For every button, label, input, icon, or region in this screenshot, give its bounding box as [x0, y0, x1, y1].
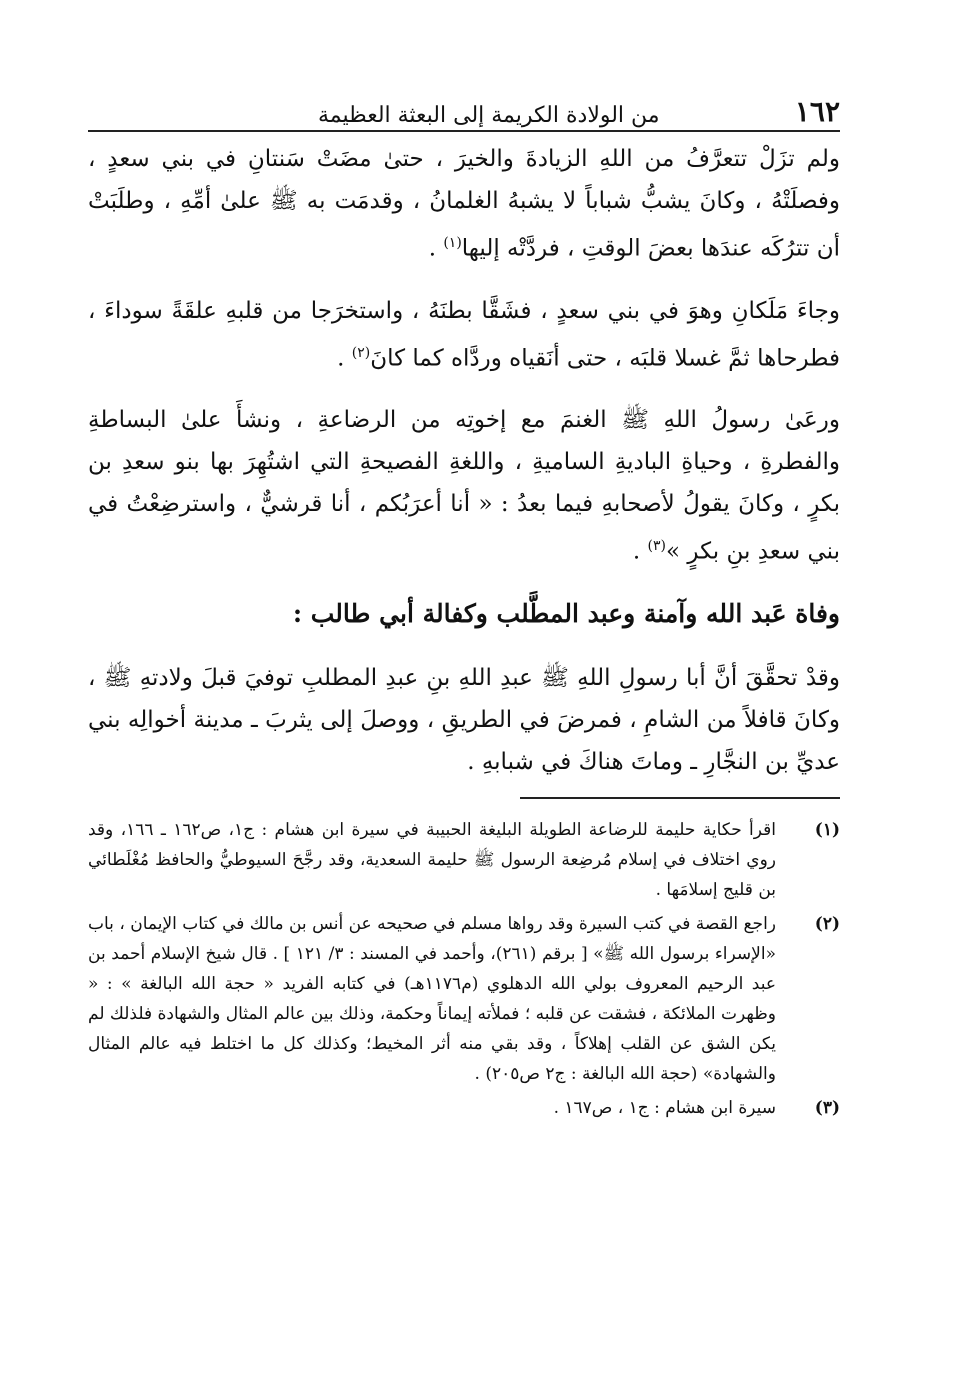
paragraph-2: وجاءَ مَلَكانِ وهوَ في بني سعدٍ ، فشَقَّا بطنَهُ ، واستخرَجا من قلبهِ علقَةً سوداءَ ، فطرحاها ثمَّ غسلا قلبَه ، حتى أنَقياه وردَّاه كما كانَ$^{(٢)}$ .: [88, 297, 840, 372]
section-paragraph: وقدْ تحقَّقَ أنَّ أبا رسولِ اللهِ ﷺ عبدِ اللهِ بنِ عبدِ المطلبِ توفيَ قبلَ ولادتهِ ﷺ ، وكانَ قافلاً من الشامِ ، فمرضَ في الطريقِ ، ووصلَ إلى يثربَ ـ مدينة أخوالِه بني عديِّ بن النجَّارِ ـ وماتَ هناكَ في شبابهِ .: [88, 664, 840, 775]
header-rule: [88, 130, 840, 132]
footnote-2: [88, 909, 840, 1089]
footnote-ref-2[interactable]: (٢): [351, 344, 371, 361]
page-header: [88, 80, 840, 128]
footnotes: [88, 815, 840, 1123]
footnote-divider: [520, 797, 840, 799]
footnote-text: راجع القصة في كتب السيرة وقد رواها مسلم في صحيحه عن أنس بن مالك في كتاب الإيمان ، باب «الإسراء برسول الله ﷺ» [ برقم (٢٦١)، وأحمد في المسند : ٣/ ١٢١ ] . قال شيخ الإسلام أحمد بن عبد الرحيم المعروف بولي الله الدهلوي (م١١٧٦هـ) في كتابه الفريد « حجة الله البالغة » : « وظهرت الملائكة ، فشقت عن قلبه ؛ فملأته إيماناً وحكمة، وذلك بين عالم المثال والشهادة فلذلك لم يكن الشق عن القلب إهلاكاً ، وقد بقي منه أثر المخيط؛ وكذلك كل ما اختلط فيه عالم المثال والشهادة» (حجة الله البالغة : ج٢ ص٢٠٥) .: [88, 913, 777, 1084]
section-heading: وفاة عَبد الله وآمنة وعبد المطَّلب وكفالة أبي طالب :: [292, 598, 840, 628]
footnote-number: (٢): [814, 913, 840, 934]
footnote-ref-3[interactable]: (٣): [647, 538, 667, 555]
running-title: من الولادة الكريمة إلى البعثة العظيمة: [318, 103, 660, 128]
footnote-text: اقرأ حكاية حليمة للرضاعة الطويلة البليغة الحبيبة في سيرة ابن هشام : ج١، ص١٦٢ ـ ١٦٦، وقد روي اختلاف في إسلام مُرضِعة الرسول ﷺ حليمة السعدية، وقد رجَّحَ السيوطيُّ والحافظ مُغْلَطائي بن قليج إسلامَها .: [88, 819, 777, 900]
footnote-text: سيرة ابن هشام : ج١ ، ص١٦٧ .: [553, 1097, 776, 1118]
paragraph-1: ولم تزَلْ تتعرَّفُ من اللهِ الزيادةَ والخيرَ ، حتىٰ مضَتْ سَنتانِ في بني سعدٍ ، وفصلَتْهُ ، وكانَ يشبُّ شباباً لا يشبهُ الغلمانُ ، وقدمَت به ﷺ علىٰ أمِّهِ ، وطلَبَتْ أن تترُكَه عندَها بعضَ الوقتِ ، فردَّتْه إليها$^{(١)}$ .: [88, 146, 840, 262]
footnote-number: (١): [814, 819, 840, 840]
main-text: [88, 138, 840, 783]
footnote-1: [88, 815, 840, 905]
footnote-3: [88, 1093, 840, 1123]
book-page: [88, 80, 840, 1127]
paragraph-3: ورعَىٰ رسولُ اللهِ ﷺ الغنمَ مع إخوتِه من الرضاعةِ ، ونشأَ علىٰ البساطةِ والفطرةِ ، وحياةِ الباديةِ الساميةِ ، واللغةِ الفصيحةِ التي اشتُهِرَ بها بنو سعدِ بن بكرٍ ، وكانَ يقولُ لأصحابهِ فيما بعدُ : « أنا أعرَبُكم ، أنا قرشيٌّ ، واسترضِعْتُ في بني سعدِ بنِ بكرٍ »$^{(٣)}$ .: [88, 407, 840, 565]
footnote-ref-1[interactable]: (١): [443, 235, 462, 251]
footnote-number: (٣): [814, 1097, 840, 1118]
page-number: ١٦٢: [794, 95, 840, 128]
